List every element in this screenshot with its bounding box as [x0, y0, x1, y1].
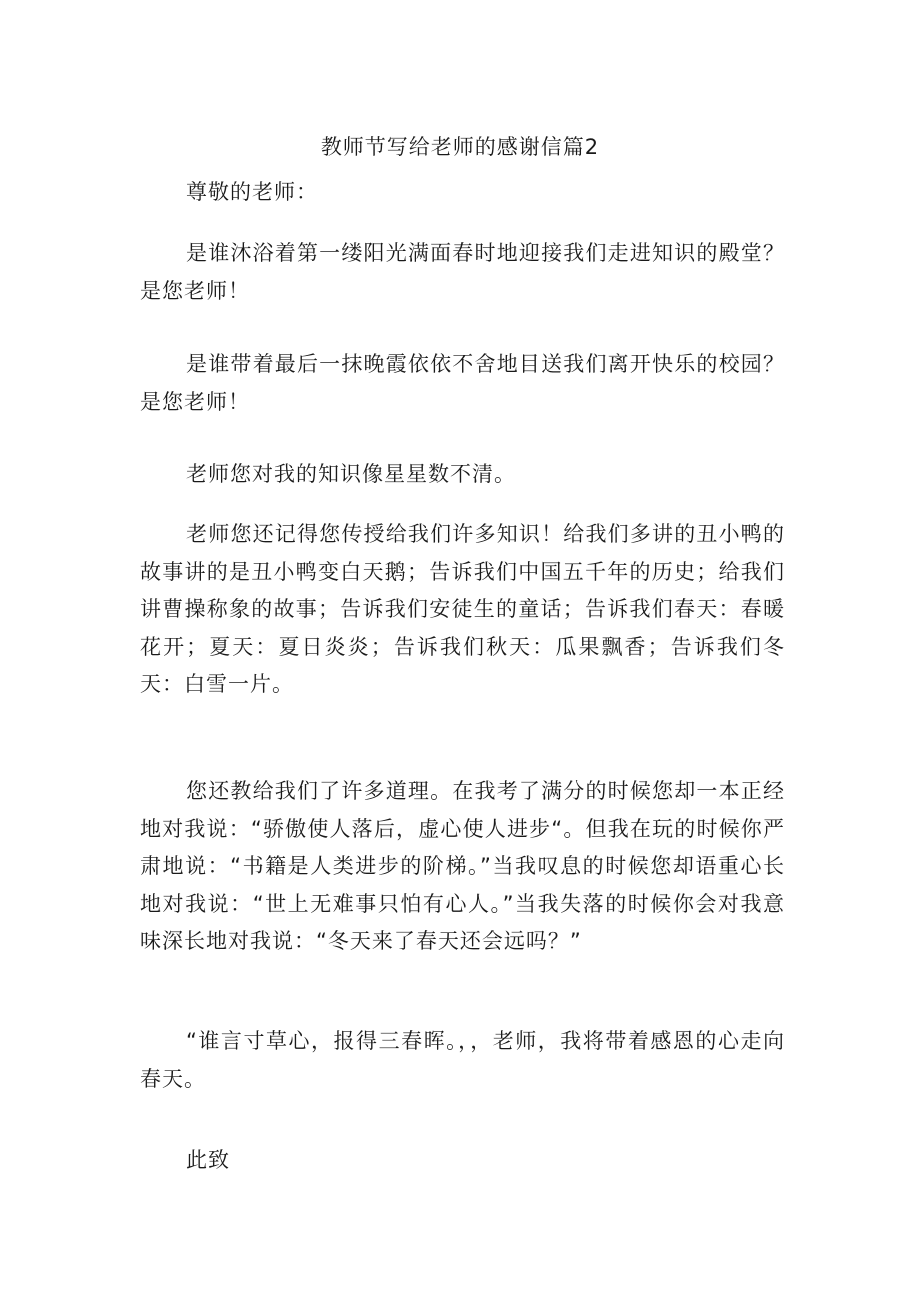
paragraph-4: 老师您还记得您传授给我们许多知识！给我们多讲的丑小鸭的故事讲的是丑小鸭变白天鹅；告诉我们中国五千年的历史；给我们讲曹操称象的故事；告诉我们安徒生的童话；告诉我们春天：春暖花开；夏天：夏日炎炎；告诉我们秋天：瓜果飘香；告诉我们冬天：白雪一片。 — [140, 522, 785, 696]
paragraph-5: 您还教给我们了许多道理。在我考了满分的时候您却一本正经地对我说：“骄傲使人落后，虚心使人进步“。但我在玩的时候你严肃地说：“书籍是人类进步的阶梯。”当我叹息的时候您却语重心长地对我说：“世上无难事只怕有心人。”当我失落的时候你会对我意味深长地对我说：“冬天来了春天还会远吗？” — [140, 779, 785, 953]
paragraph-6: “谁言寸草心，报得三春晖。，，老师，我将带着感恩的心走向春天。 — [140, 1029, 785, 1091]
document-title: 教师节写给老师的感谢信篇2 — [320, 135, 600, 159]
paragraph-2: 是谁带着最后一抹晚霞依依不舍地目送我们离开快乐的校园？是您老师！ — [140, 352, 785, 414]
closing-ci-zhi: 此致 — [186, 1148, 230, 1172]
salutation: 尊敬的老师： — [186, 180, 318, 204]
paragraph-1: 是谁沐浴着第一缕阳光满面春时地迎接我们走进知识的殿堂？是您老师！ — [140, 241, 785, 303]
paragraph-3: 老师您对我的知识像星星数不清。 — [186, 462, 516, 486]
